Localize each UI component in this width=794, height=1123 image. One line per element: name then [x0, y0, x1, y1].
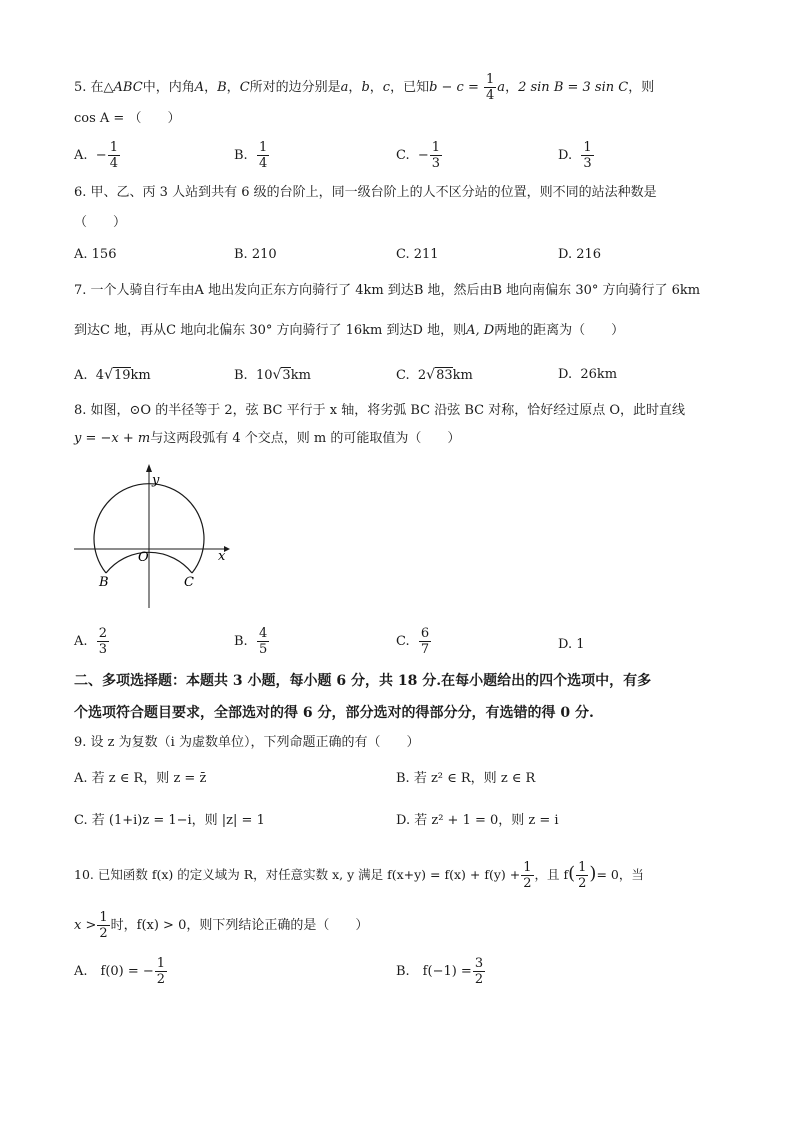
q7-stem-line2: 到达C 地，再从C 地向北偏东 30° 方向骑行了 16km 到达D 地，则A, D两地的距离为（ ） — [74, 323, 625, 338]
q10-arg-fraction: $\frac{1}{2}$ — [578, 860, 587, 891]
q5-option-a-fraction: $\frac{1}{4}$ — [109, 140, 118, 171]
fig-label-c: C — [184, 575, 194, 590]
q5-option-c[interactable]: C. − $\frac{1}{3}$ — [396, 140, 441, 171]
fig-label-b: B — [99, 575, 109, 590]
q5-option-b-fraction: $\frac{1}{4}$ — [258, 140, 268, 171]
q9-option-b[interactable]: B. 若 z² ∈ R，则 z ∈ R — [396, 771, 536, 786]
q9-stem: 9. 设 z 为复数（i 为虚数单位），下列命题正确的有（ ） — [74, 735, 420, 750]
q6-stem-line2: （ ） — [74, 215, 127, 230]
q6-stem-line1: 6. 甲、乙、丙 3 人站到共有 6 级的台阶上，同一级台阶上的人不区分站的位置，则不同的站法种数是 — [74, 185, 657, 200]
q10-option-a-fraction: $\frac{1}{2}$ — [156, 956, 166, 987]
sqrt-icon: √ — [104, 367, 113, 383]
q8-option-a-fraction: $\frac{2}{3}$ — [98, 626, 108, 657]
section2-heading-line2: 个选项符合题目要求，全部选对的得 6 分，部分选对的得部分分，有选错的得 0 分. — [74, 705, 594, 721]
q10-option-b[interactable]: B. f(−1) = $\frac{3}{2}$ — [396, 956, 484, 987]
q8-option-d[interactable]: D. 1 — [558, 637, 585, 652]
q8-figure — [66, 460, 246, 620]
q9-option-c[interactable]: C. 若 (1+i)z = 1−i，则 |z| = 1 — [74, 813, 265, 828]
q6-option-b[interactable]: B. 210 — [234, 247, 277, 262]
q7-option-c[interactable]: C. 2√83km — [396, 367, 473, 383]
fig-label-y: y — [152, 473, 160, 488]
q5-option-d-fraction: $\frac{1}{3}$ — [583, 140, 592, 171]
q5-stem-line2: cos A = （ ） — [74, 111, 181, 126]
q8-option-c[interactable]: C. $\frac{6}{7}$ — [396, 626, 430, 657]
fig-label-x: x — [218, 549, 226, 564]
q8-stem-line1: 8. 如图，⊙O 的半径等于 2，弦 BC 平行于 x 轴，将劣弧 BC 沿弦 BC 对称，恰好经过原点 O，此时直线 — [74, 403, 686, 418]
q10-option-a[interactable]: A. f(0) = − $\frac{1}{2}$ — [74, 956, 166, 987]
q6-option-c[interactable]: C. 211 — [396, 247, 439, 262]
q5-stem-line1: 5. 在△ABC中，内角A，B，C所对的边分别是a，b，c，已知b − c = $\frac{1}{4}$ a，2 sin B = 3 sin C，则 — [74, 72, 655, 103]
section2-heading-line1: 二、多项选择题：本题共 3 小题，每小题 6 分，共 18 分.在每小题给出的四个选项中，有多 — [74, 673, 652, 689]
q7-option-b[interactable]: B. 10√3km — [234, 367, 311, 383]
q8-option-b[interactable]: B. $\frac{4}{5}$ — [234, 626, 268, 657]
q9-option-d[interactable]: D. 若 z² + 1 = 0，则 z = i — [396, 813, 559, 828]
left-paren-icon: ( — [568, 863, 576, 884]
q8-option-a[interactable]: A. $\frac{2}{3}$ — [74, 626, 108, 657]
q6-option-a[interactable]: A. 156 — [74, 247, 117, 262]
q10-stem-line2: x > $\frac{1}{2}$ 时，f(x) > 0，则下列结论正确的是（ ） — [74, 910, 369, 941]
right-paren-icon: ) — [589, 863, 597, 884]
q5-option-c-fraction: $\frac{1}{3}$ — [431, 140, 441, 171]
q5-option-b[interactable]: B. $\frac{1}{4}$ — [234, 140, 268, 171]
q5-option-d[interactable]: D. $\frac{1}{3}$ — [558, 140, 592, 171]
sqrt-icon: √ — [272, 367, 282, 383]
q8-stem-line2: y = −x + m与这两段弧有 4 个交点，则 m 的可能取值为（ ） — [74, 431, 461, 446]
q9-option-a[interactable]: A. 若 z ∈ R，则 z = z̄ — [74, 771, 207, 786]
q10-cond-fraction: $\frac{1}{2}$ — [99, 910, 108, 941]
sqrt-icon: √ — [426, 367, 436, 383]
q7-option-a[interactable]: A. 4√19km — [74, 367, 151, 383]
q8-option-b-fraction: $\frac{4}{5}$ — [258, 626, 268, 657]
q10-option-b-fraction: $\frac{3}{2}$ — [474, 956, 484, 987]
q5-option-a[interactable]: A. − $\frac{1}{4}$ — [74, 140, 118, 171]
q5-cond-fraction: $\frac{1}{4}$ — [486, 72, 495, 103]
q7-stem-line1: 7. 一个人骑自行车由A 地出发向正东方向骑行了 4km 到达B 地，然后由B 地向南偏东 30° 方向骑行了 6km — [74, 283, 701, 298]
q10-half-fraction: $\frac{1}{2}$ — [523, 860, 532, 891]
q8-option-c-fraction: $\frac{6}{7}$ — [420, 626, 430, 657]
fig-label-o: O — [138, 550, 149, 565]
q10-stem-line1: 10. 已知函数 f(x) 的定义域为 R，对任意实数 x, y 满足 f(x+y) = f(x) + f(y) + $\frac{1}{2}$ ，且 f( $\frac{1}{2}$ )= 0，当 — [74, 860, 644, 891]
y-axis-arrow-icon — [146, 464, 152, 472]
q6-option-d[interactable]: D. 216 — [558, 247, 602, 262]
q7-option-d[interactable]: D. 26km — [558, 367, 618, 382]
